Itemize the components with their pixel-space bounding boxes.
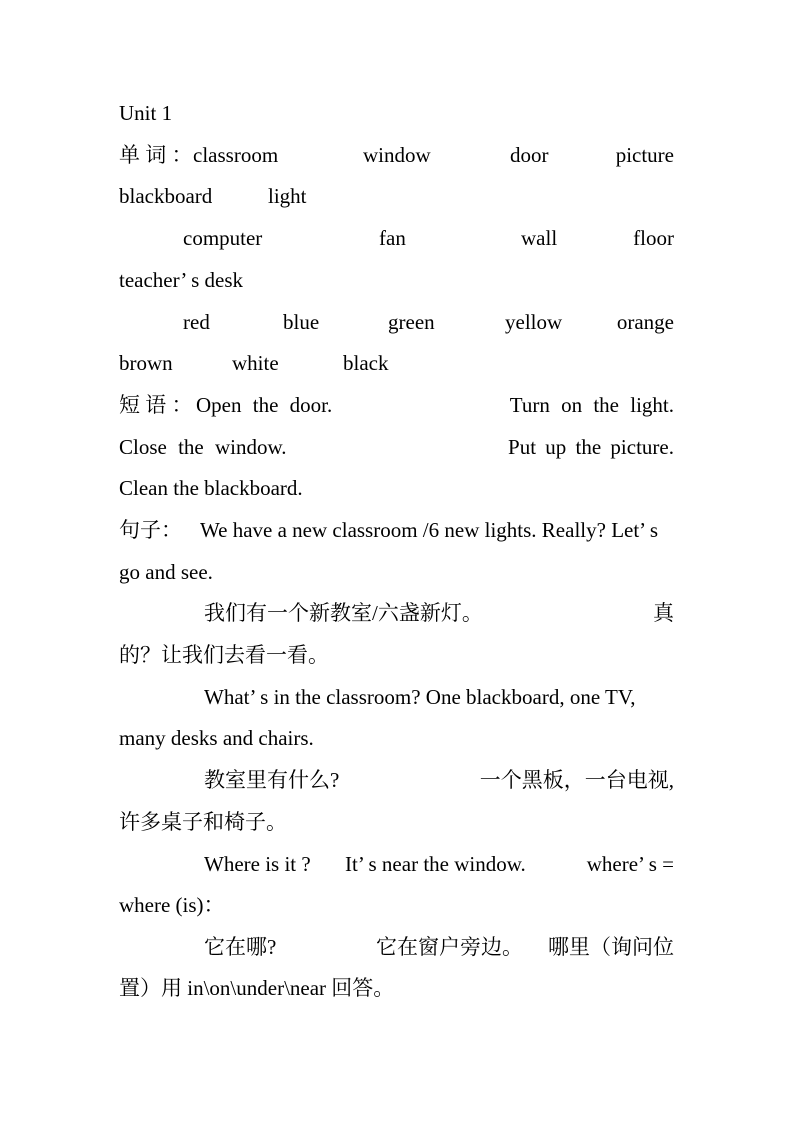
vocab-word: green — [388, 310, 435, 334]
translation: 的？让我们去看一看。 — [119, 643, 329, 667]
vocab-word: yellow — [505, 310, 563, 334]
vocab-word: blue — [283, 310, 320, 334]
sentence: many desks and chairs. — [119, 726, 314, 750]
vocab-word: door — [510, 143, 549, 167]
phrases-line-2 — [0, 432, 793, 462]
vocab-line-6 — [0, 348, 793, 378]
vocab-word: blackboard — [119, 184, 213, 208]
vocab-line-3 — [0, 223, 793, 253]
translation: 哪里（询问位 — [548, 935, 674, 959]
phrase: Close the window. — [119, 435, 287, 459]
vocab-word: black — [343, 351, 389, 375]
phrases-line-3 — [0, 473, 793, 503]
sentence: where (is)： — [119, 893, 225, 917]
translation: 真 — [653, 601, 674, 625]
sentences-line-5 — [0, 849, 793, 879]
vocab-word: brown — [119, 351, 173, 375]
translation: 它在哪? — [204, 935, 277, 959]
sentences-line-1 — [0, 515, 793, 545]
sentences-line-4 — [0, 723, 793, 753]
unit-title: Unit 1 — [119, 101, 173, 125]
translation: 我们有一个新教室/六盏新灯。 — [204, 601, 483, 625]
sentence: where’ s = — [586, 852, 674, 876]
vocab-word: classroom — [193, 143, 279, 167]
vocab-word: orange — [616, 310, 674, 334]
translation: 许多桌子和椅子。 — [119, 810, 287, 834]
vocab-word: wall — [521, 226, 558, 250]
vocab-word: floor — [633, 226, 674, 250]
translation-line-1 — [0, 598, 793, 628]
phrases-label: 短 语 ： — [119, 393, 193, 417]
translation-line-4 — [0, 807, 793, 837]
vocab-line-1 — [0, 140, 793, 170]
phrases-line-1 — [0, 390, 793, 420]
sentence: Where is it ? — [204, 852, 311, 876]
vocab-word: light — [268, 184, 307, 208]
vocab-word: picture — [615, 143, 674, 167]
vocab-line-4 — [0, 265, 793, 295]
vocab-word: computer — [183, 226, 263, 250]
phrase: Clean the blackboard. — [119, 476, 303, 500]
sentences-line-6 — [0, 890, 793, 920]
translation-line-2 — [0, 640, 793, 670]
translation: 它在窗户旁边。 — [376, 935, 523, 959]
sentence: We have a new classroom /6 new lights. Really? Let’ s — [200, 518, 659, 542]
vocab-line-2 — [0, 181, 793, 211]
phrase: Put up the picture. — [508, 435, 674, 459]
vocab-word: teacher’ s desk — [119, 268, 243, 292]
sentences-label: 句子： — [119, 518, 182, 542]
vocab-line-5 — [0, 307, 793, 337]
phrase: Turn on the light. — [509, 393, 674, 417]
translation-line-6 — [0, 973, 793, 1003]
vocab-word: window — [363, 143, 431, 167]
vocab-word: white — [232, 351, 279, 375]
sentence: It’ s near the window. — [345, 852, 526, 876]
translation: 置）用 in\on\under\near 回答。 — [119, 976, 395, 1000]
sentence: go and see. — [119, 560, 213, 584]
title-line — [0, 98, 793, 128]
translation-line-5 — [0, 932, 793, 962]
translation: 一个黑板，一台电视, — [479, 768, 674, 792]
translation: 教室里有什么? — [204, 768, 340, 792]
phrase: Open the door. — [196, 393, 333, 417]
sentence: What’ s in the classroom? One blackboard, one TV, — [204, 685, 636, 709]
sentences-line-3 — [0, 682, 793, 712]
sentences-line-2 — [0, 557, 793, 587]
vocab-label: 单 词 ： — [119, 143, 193, 167]
translation-line-3 — [0, 765, 793, 795]
vocab-word: fan — [379, 226, 406, 250]
vocab-word: red — [183, 310, 210, 334]
